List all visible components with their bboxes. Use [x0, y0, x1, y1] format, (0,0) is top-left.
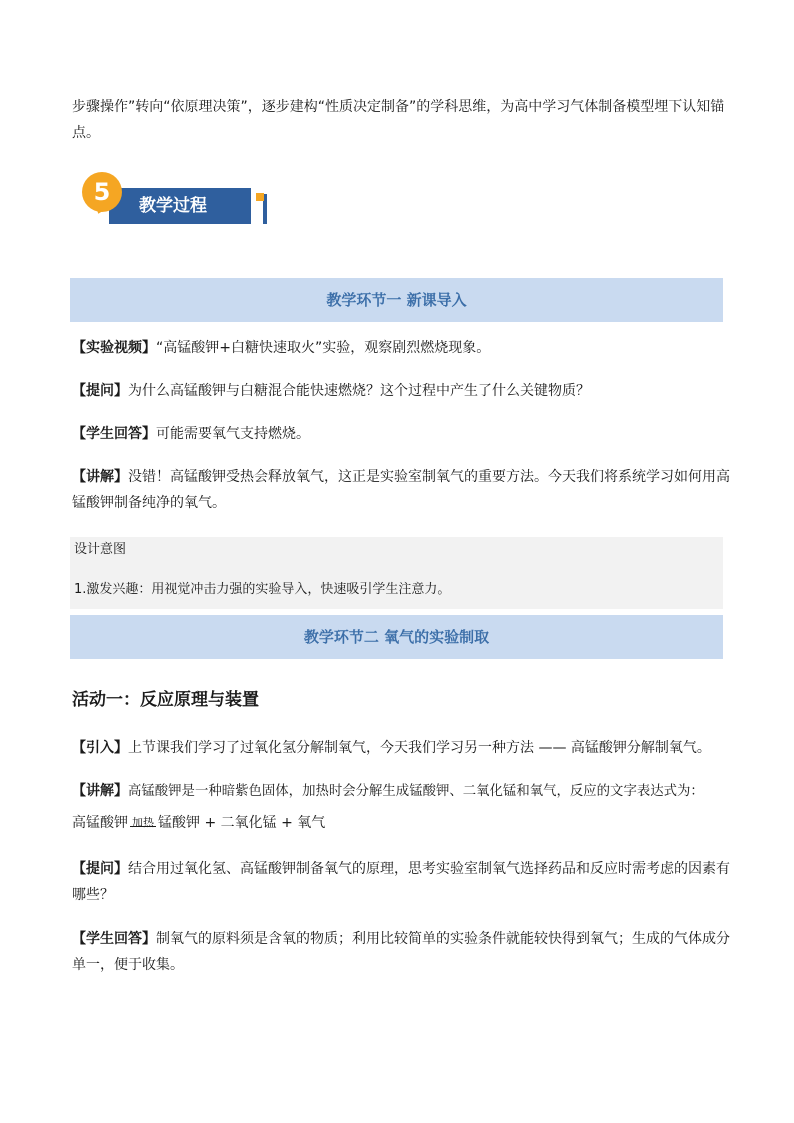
badge-label: 教学过程: [109, 188, 257, 224]
intro-paragraph: [72, 94, 732, 146]
arrow-line: [130, 826, 156, 827]
lead-text: 上节课我们学习了过氧化氢分解制氧气，今天我们学习另一种方法 —— 高锰酸钾分解制氧气。: [128, 740, 711, 756]
section-2-header: 教学环节二 氧气的实验制取: [70, 615, 723, 659]
explain2-paragraph: [72, 778, 742, 805]
intro-text: 步骤操作”转向“依原理决策”，逐步建构“性质决定制备”的学科思维，为高中学习气体制备模型埋下认知锚点。: [72, 99, 725, 141]
reaction-arrow: [128, 816, 158, 836]
question2-text: 结合用过氧化氢、高锰酸钾制备氧气的原理，思考实验室制氧气选择药品和反应时需考虑的因素有哪些？: [72, 861, 730, 903]
question2-tag: 【提问】: [72, 861, 128, 877]
question-text: 为什么高锰酸钾与白糖混合能快速燃烧？这个过程中产生了什么关键物质？: [128, 383, 590, 399]
badge-number: 5: [82, 172, 122, 212]
equation-condition: 加热: [132, 816, 154, 829]
equation-products: 锰酸钾 + 二氧化锰 + 氧气: [158, 815, 326, 831]
design-intent-item: 1.激发兴趣：用视觉冲击力强的实验导入，快速吸引学生注意力。: [74, 582, 451, 597]
explain-tag: 【讲解】: [72, 469, 128, 485]
video-text: “高锰酸钾+白糖快速取火”实验，观察剧烈燃烧现象。: [156, 340, 491, 356]
explain2-text: 高锰酸钾是一种暗紫色固体，加热时会分解生成锰酸钾、二氧化锰和氧气，反应的文字表达式为：: [128, 784, 704, 799]
answer-tag: 【学生回答】: [72, 426, 156, 442]
answer2-tag: 【学生回答】: [72, 931, 156, 947]
question-paragraph: [72, 378, 732, 404]
lead-paragraph: [72, 735, 732, 761]
question2-paragraph: [72, 856, 732, 908]
answer2-text: 制氧气的原料须是含氧的物质；利用比较简单的实验条件就能较快得到氧气；生成的气体成分单一，便于收集。: [72, 931, 730, 973]
section-badge: [82, 172, 272, 228]
activity-title: 活动一：反应原理与装置: [72, 690, 259, 710]
design-intent-title: 设计意图: [74, 542, 127, 557]
explain-text: 没错！高锰酸钾受热会释放氧气，这正是实验室制氧气的重要方法。今天我们将系统学习如何用高锰酸钾制备纯净的氧气。: [72, 469, 730, 511]
video-tag: 【实验视频】: [72, 340, 156, 356]
answer2-paragraph: [72, 926, 732, 978]
badge-accent-square: [256, 193, 264, 201]
reaction-equation: [72, 810, 325, 836]
video-paragraph: [72, 335, 732, 361]
explain2-tag: 【讲解】: [72, 783, 128, 799]
equation-reactant: 高锰酸钾: [72, 815, 128, 831]
answer-paragraph: [72, 421, 732, 447]
section-1-header: 教学环节一 新课导入: [70, 278, 723, 322]
question-tag: 【提问】: [72, 383, 128, 399]
answer-text: 可能需要氧气支持燃烧。: [156, 426, 310, 442]
lead-tag: 【引入】: [72, 740, 128, 756]
design-intent-box: [70, 537, 723, 609]
explain-paragraph: [72, 464, 732, 516]
